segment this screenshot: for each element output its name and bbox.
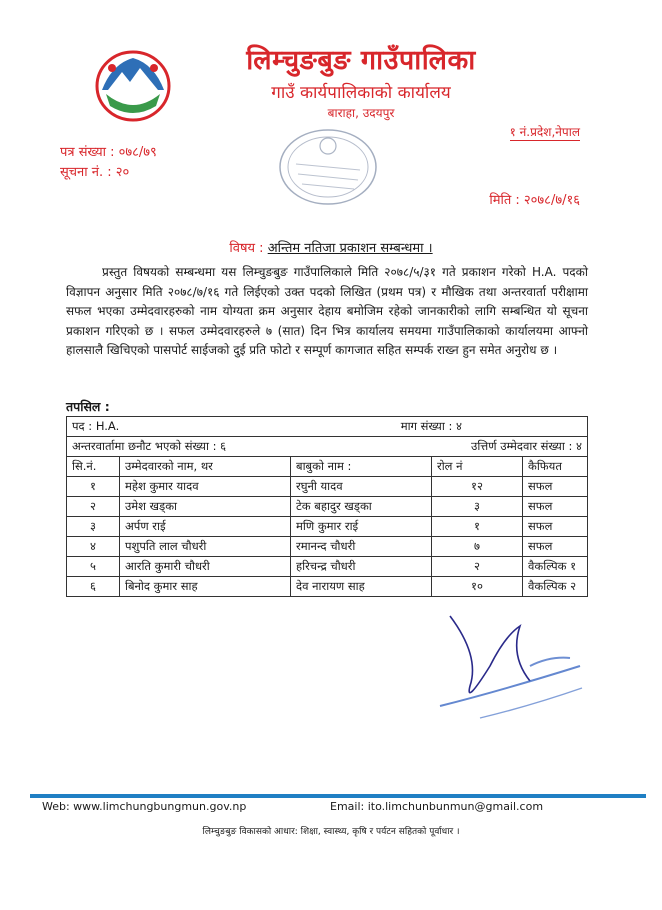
remarks-cell: वैकल्पिक २ <box>523 577 588 597</box>
footer-tagline: लिम्चुङबुङ विकासको आधार: शिक्षा, स्वास्थ्य, कृषि र पर्यटन सहितको पूर्वाधार । <box>202 827 460 837</box>
province-label: १ नं.प्रदेश,नेपाल <box>509 125 580 139</box>
shortlisted-count: अन्तरवार्तामा छनौट भएको संख्या : ६ <box>72 439 227 453</box>
candidate-name-cell: बिनोद कुमार साह <box>120 577 291 597</box>
candidate-name-cell: पशुपति लाल चौधरी <box>120 537 291 557</box>
candidate-name-cell: आरति कुमारी चौधरी <box>120 557 291 577</box>
table-header-row <box>67 457 588 477</box>
candidate-name-cell: महेश कुमार यादव <box>120 477 291 497</box>
results-table <box>66 416 588 597</box>
office-address: बाराहा, उदयपुर <box>327 106 395 120</box>
post-title: पद : H.A. <box>72 419 120 433</box>
passed-count: उत्तिर्ण उम्मेदवार संख्या : ४ <box>471 439 582 453</box>
serial-cell: १ <box>67 477 120 497</box>
column-header: सि.नं. <box>67 457 120 477</box>
footer-email: Email: ito.limchunbunmun@gmail.com <box>330 800 544 813</box>
table-row <box>67 497 588 517</box>
father-name-cell: टेक बहादुर खड्का <box>291 497 432 517</box>
father-name-cell: हरिचन्द्र चौधरी <box>291 557 432 577</box>
father-name-cell: रघुनी यादव <box>291 477 432 497</box>
roll-number-cell: १० <box>432 577 523 597</box>
subject-label: विषय : <box>229 241 264 256</box>
column-header: कैफियत <box>523 457 588 477</box>
issue-date: मिति : २०७८/७/१६ <box>489 193 580 208</box>
table-row <box>67 557 588 577</box>
serial-cell: ५ <box>67 557 120 577</box>
notice-body: प्रस्तुत विषयको सम्बन्धमा यस लिम्चुङबुङ गाउँपालिकाले मिति २०७८/५/३१ गते प्रकाशन गरेको H.A. पदको विज्ञापन अनुसार मिति २०७८/७/१६ गते लिईएको उक्त पदको लिखित (प्रथम पत्र) र मौखिक तथा अन्तरवार्ता परीक्षामा सफल भएका उम्मेदवारहरुको नाम योग्यता क्रम अनुसार देहाय बमोजिम रहेको जानकारीको लागि सम्बन्धित यो सूचना प्रकाशन गरिएको छ । सफल उम्मेदवारहरुले ७ (सात) दिन भित्र कार्यालय समयमा गाउँपालिकाको कार्यालयमा आफ्नो हालसालै खिचिएको पासपोर्ट साईजको दुई प्रति फोटो र सम्पूर्ण कागजात सहित सम्पर्क राख्न हुन समेत अनुरोध छ । <box>66 265 588 357</box>
details-label: तपसिल : <box>66 399 110 414</box>
serial-cell: ३ <box>67 517 120 537</box>
post-row <box>67 417 588 437</box>
candidate-name-cell: अर्पण राई <box>120 517 291 537</box>
reference-number: पत्र संख्या : ०७८/७९ <box>60 145 157 160</box>
father-name-cell: मणि कुमार राई <box>291 517 432 537</box>
column-header: बाबुको नाम : <box>291 457 432 477</box>
org-name: लिम्चुङबुङ गाउँपालिका <box>246 45 476 76</box>
roll-number-cell: ७ <box>432 537 523 557</box>
table-row <box>67 517 588 537</box>
candidate-name-cell: उमेश खड्का <box>120 497 291 517</box>
serial-cell: ६ <box>67 577 120 597</box>
subject-line <box>0 238 662 256</box>
father-name-cell: देव नारायण साह <box>291 577 432 597</box>
column-header: रोल नं <box>432 457 523 477</box>
column-header: उम्मेदवारको नाम, थर <box>120 457 291 477</box>
roll-number-cell: १ <box>432 517 523 537</box>
father-name-cell: रमानन्द चौधरी <box>291 537 432 557</box>
roll-number-cell: २ <box>432 557 523 577</box>
roll-number-cell: ३ <box>432 497 523 517</box>
signature-icon <box>410 596 590 726</box>
footer-website: Web: www.limchungbungmun.gov.np <box>42 800 247 813</box>
roll-number-cell: १२ <box>432 477 523 497</box>
serial-cell: ४ <box>67 537 120 557</box>
remarks-cell: सफल <box>523 537 588 557</box>
office-stamp-icon <box>276 126 380 208</box>
remarks-cell: वैकल्पिक १ <box>523 557 588 577</box>
table-row <box>67 537 588 557</box>
serial-cell: २ <box>67 497 120 517</box>
remarks-cell: सफल <box>523 497 588 517</box>
subject-text: अन्तिम नतिजा प्रकाशन सम्बन्धमा । <box>267 241 433 256</box>
count-row <box>67 437 588 457</box>
notice-number: सूचना नं. : २० <box>60 165 130 180</box>
footer-divider <box>30 794 646 798</box>
remarks-cell: सफल <box>523 517 588 537</box>
office-name: गाउँ कार्यपालिकाको कार्यालय <box>271 83 451 103</box>
table-row <box>67 477 588 497</box>
remarks-cell: सफल <box>523 477 588 497</box>
demand-count: माग संख्या : ४ <box>400 419 462 433</box>
table-row <box>67 577 588 597</box>
